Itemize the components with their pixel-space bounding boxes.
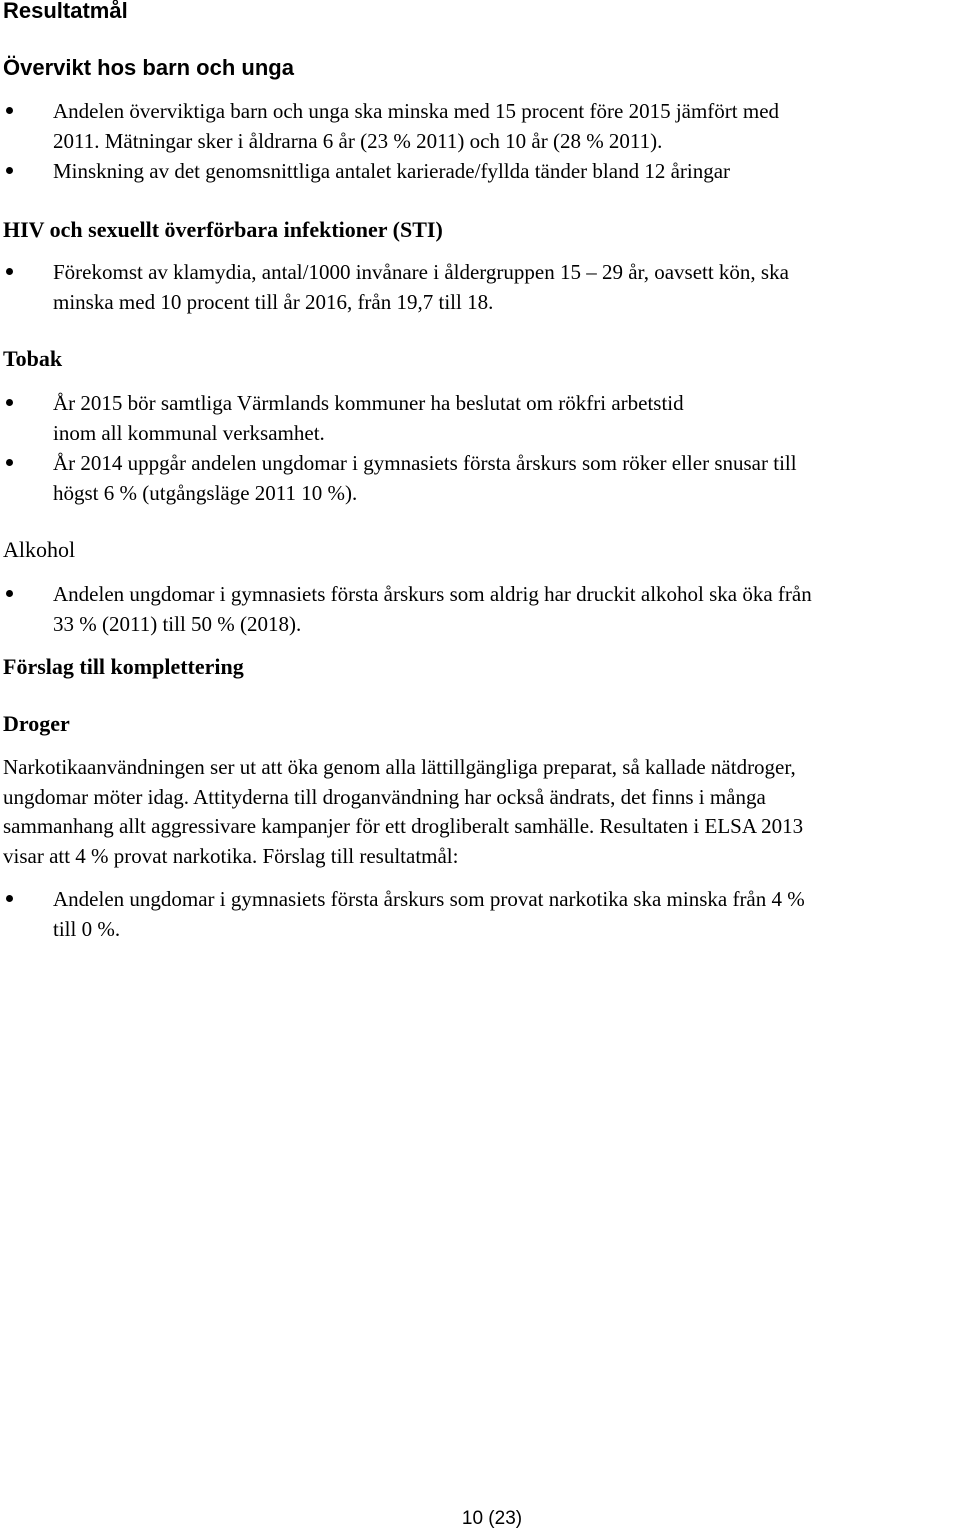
- page-title: Resultatmål: [3, 0, 128, 23]
- section-heading-forslag: Förslag till komplettering: [3, 654, 244, 679]
- list-item: [0, 448, 960, 510]
- list-item-text: År 2014 uppgår andelen ungdomar i gymnasiets första årskurs som röker eller snusar till högst 6 % (utgångsläge 2011 10 %).: [53, 451, 797, 505]
- bullet-icon: [6, 399, 13, 406]
- list-item-text: Minskning av det genomsnittliga antalet karierade/fyllda tänder bland 12 åringar: [53, 159, 731, 183]
- bullet-icon: [6, 590, 13, 597]
- list-item-text: År 2015 bör samtliga Värmlands kommuner ha beslutat om rökfri arbetstid inom all kommunal verksamhet.: [53, 391, 684, 445]
- list-item-text: Förekomst av klamydia, antal/1000 invånare i åldergruppen 15 – 29 år, oavsett kön, ska minska med 10 procent till år 2016, från 19,7 till 18.: [53, 260, 789, 314]
- list-item: [0, 96, 960, 158]
- bullet-icon: [6, 268, 13, 275]
- bullet-icon: [6, 167, 13, 174]
- bullet-icon: [6, 895, 13, 902]
- section-heading-droger: Droger: [3, 711, 70, 736]
- list-item: [0, 156, 960, 188]
- list-item: [0, 884, 960, 946]
- page-number: 10 (23): [461, 1508, 523, 1529]
- list-item: [0, 579, 960, 641]
- bullet-icon: [6, 459, 13, 466]
- section-heading-overvikt: Övervikt hos barn och unga: [3, 55, 294, 80]
- list-item-text: Andelen överviktiga barn och unga ska minska med 15 procent före 2015 jämfört med 2011. Mätningar sker i åldrarna 6 år (23 % 2011) och 10 år (28 % 2011).: [53, 99, 780, 153]
- section-heading-alkohol: Alkohol: [3, 537, 76, 562]
- list-item: [0, 257, 960, 319]
- bullet-icon: [6, 107, 13, 114]
- droger-paragraph: Narkotikaanvändningen ser ut att öka genom alla lättillgängliga preparat, så kallade nätdroger, ungdomar möter idag. Attityderna till droganvändning har också ändrats, det finns i många sammanhang allt aggressivare kampanjer för ett drogliberalt samhälle. Resultaten i ELSA 2013 visar att 4 % provat narkotika. Förslag till resultatmål:: [3, 755, 804, 868]
- section-heading-tobak: Tobak: [3, 346, 63, 371]
- section-heading-hiv: HIV och sexuellt överförbara infektioner (STI): [3, 217, 443, 242]
- list-item-text: Andelen ungdomar i gymnasiets första årskurs som aldrig har druckit alkohol ska öka från 33 % (2011) till 50 % (2018).: [53, 582, 812, 636]
- list-item-text: Andelen ungdomar i gymnasiets första årskurs som provat narkotika ska minska från 4 % till 0 %.: [53, 887, 805, 941]
- list-item: [0, 388, 960, 450]
